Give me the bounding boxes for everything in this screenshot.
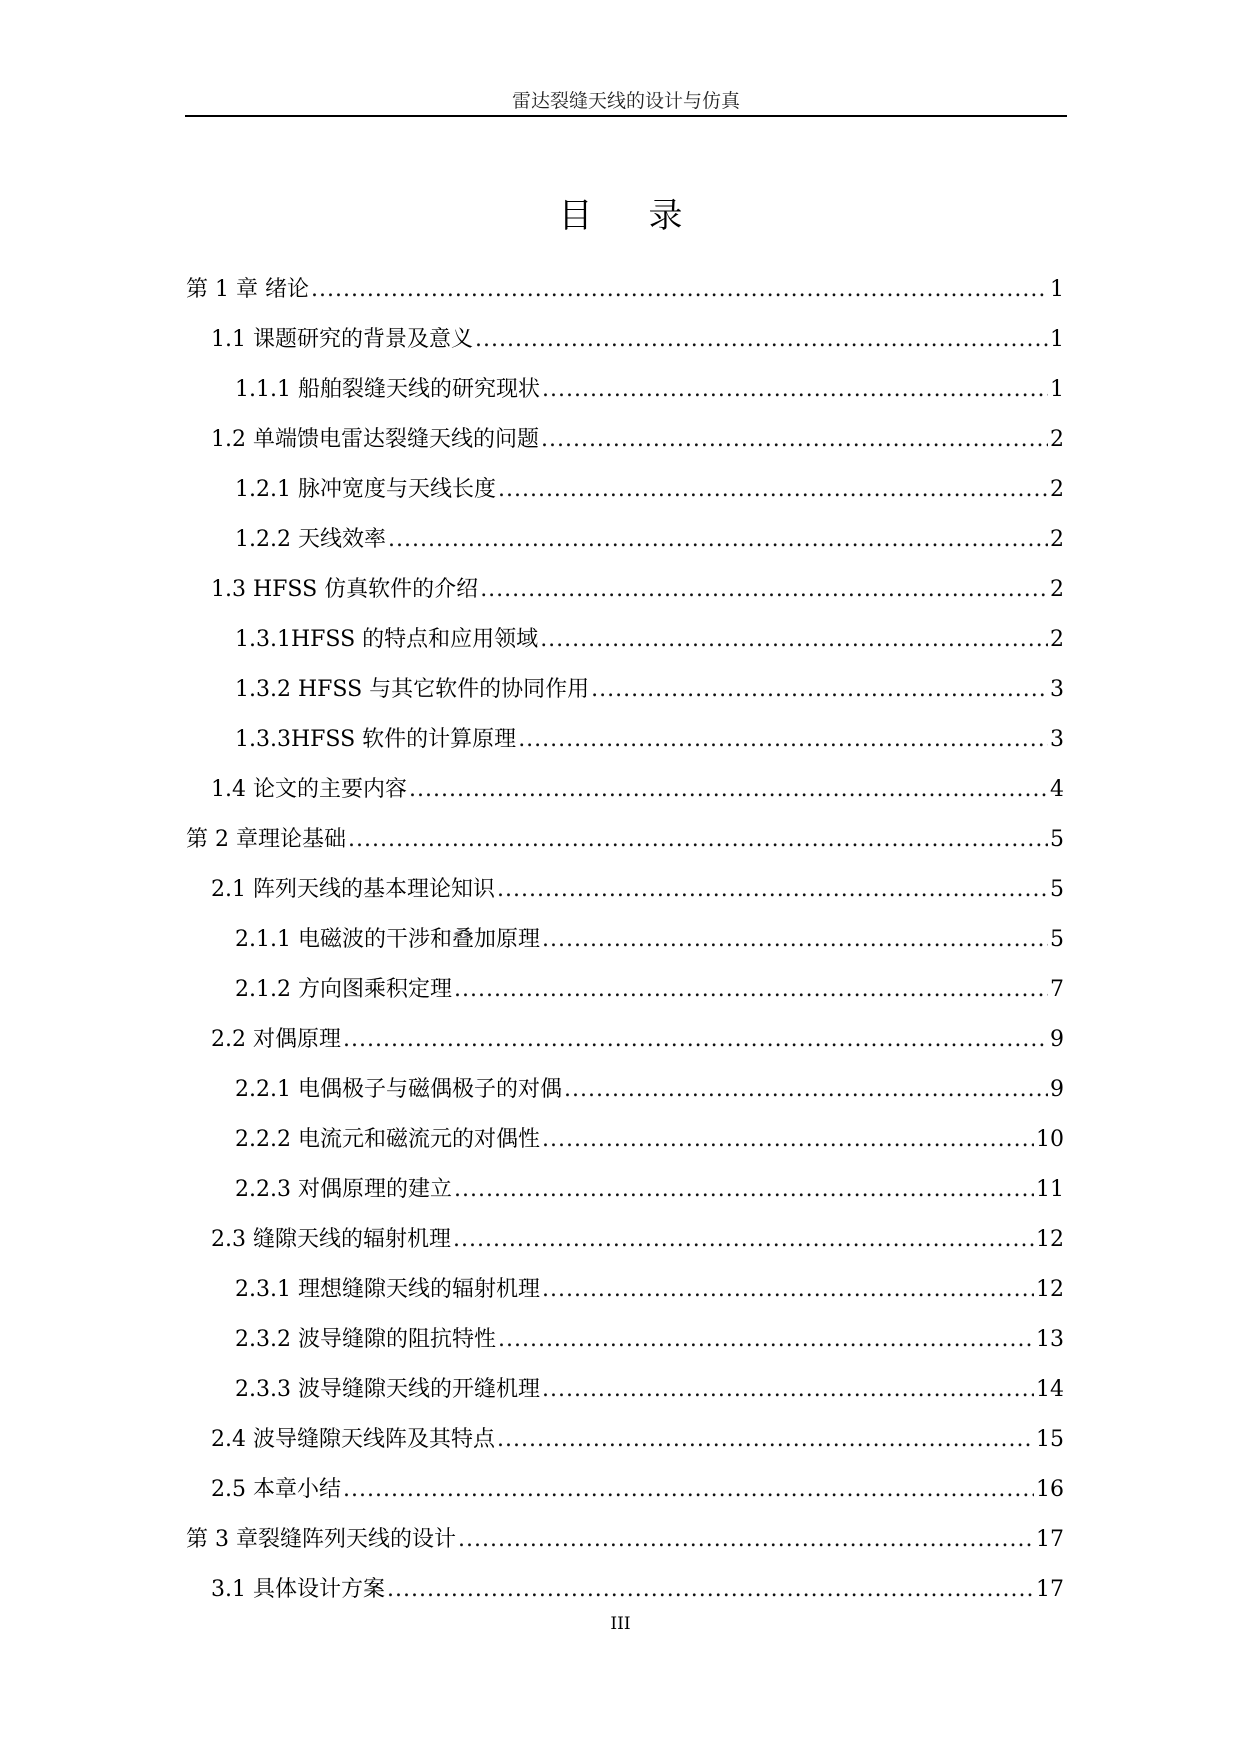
dot-leader	[311, 265, 1048, 315]
toc-entry-page: 1	[1050, 327, 1064, 352]
toc-entry-label: 2.2 对偶原理	[211, 1027, 341, 1052]
dot-leader	[498, 465, 1048, 515]
toc-entry[interactable]	[186, 1315, 1064, 1365]
toc-entry-label: 2.2.2 电流元和磁流元的对偶性	[235, 1127, 540, 1152]
toc-entry[interactable]	[186, 1515, 1064, 1565]
toc-entry-label: 1.3 HFSS 仿真软件的介绍	[211, 577, 479, 602]
toc-entry-page: 12	[1036, 1277, 1064, 1302]
toc-entry-page: 14	[1036, 1377, 1064, 1402]
toc-entry-page: 13	[1036, 1327, 1064, 1352]
table-of-contents	[186, 265, 1064, 1615]
toc-entry-page: 5	[1050, 877, 1064, 902]
toc-entry-label: 第 3 章裂缝阵列天线的设计	[186, 1527, 456, 1552]
dot-leader	[348, 815, 1048, 865]
toc-entry[interactable]	[186, 665, 1064, 715]
toc-entry-label: 2.4 波导缝隙天线阵及其特点	[211, 1427, 495, 1452]
toc-entry-page: 15	[1036, 1427, 1064, 1452]
dot-leader	[497, 865, 1048, 915]
toc-entry-label: 1.2.2 天线效率	[235, 527, 386, 552]
toc-entry[interactable]	[186, 1265, 1064, 1315]
dot-leader	[542, 365, 1048, 415]
toc-title: 目录	[558, 196, 739, 236]
toc-entry-label: 1.1.1 船舶裂缝天线的研究现状	[235, 377, 540, 402]
toc-entry-page: 5	[1050, 927, 1064, 952]
toc-entry-label: 2.5 本章小结	[211, 1477, 341, 1502]
dot-leader	[409, 765, 1048, 815]
toc-entry-label: 1.1 课题研究的背景及意义	[211, 327, 473, 352]
running-header: 雷达裂缝天线的设计与仿真	[511, 90, 740, 112]
toc-entry-page: 2	[1050, 577, 1064, 602]
toc-entry-label: 2.1.2 方向图乘积定理	[235, 977, 452, 1002]
toc-entry[interactable]	[186, 1565, 1064, 1615]
toc-entry[interactable]	[186, 565, 1064, 615]
dot-leader	[542, 915, 1048, 965]
toc-entry[interactable]	[186, 365, 1064, 415]
toc-entry[interactable]	[186, 1465, 1064, 1515]
dot-leader	[454, 965, 1048, 1015]
dot-leader	[540, 615, 1048, 665]
toc-entry-label: 1.3.1HFSS 的特点和应用领域	[235, 627, 539, 652]
toc-entry[interactable]	[186, 615, 1064, 665]
toc-entry-label: 2.3.3 波导缝隙天线的开缝机理	[235, 1377, 540, 1402]
toc-entry[interactable]	[186, 715, 1064, 765]
dot-leader	[591, 665, 1048, 715]
toc-entry[interactable]	[186, 1415, 1064, 1465]
toc-entry[interactable]	[186, 765, 1064, 815]
dot-leader	[343, 1465, 1034, 1515]
dot-leader	[454, 1165, 1034, 1215]
toc-entry-page: 7	[1050, 977, 1064, 1002]
toc-entry-page: 2	[1050, 627, 1064, 652]
dot-leader	[343, 1015, 1048, 1065]
toc-entry[interactable]	[186, 1165, 1064, 1215]
toc-entry[interactable]	[186, 865, 1064, 915]
toc-entry-page: 10	[1036, 1127, 1064, 1152]
toc-entry-label: 2.2.1 电偶极子与磁偶极子的对偶	[235, 1077, 562, 1102]
toc-entry-label: 3.1 具体设计方案	[211, 1577, 385, 1602]
toc-entry-label: 2.3 缝隙天线的辐射机理	[211, 1227, 451, 1252]
toc-entry-page: 1	[1050, 277, 1064, 302]
dot-leader	[458, 1515, 1034, 1565]
dot-leader	[564, 1065, 1048, 1115]
toc-entry-label: 2.3.2 波导缝隙的阻抗特性	[235, 1327, 496, 1352]
toc-entry-page: 17	[1036, 1527, 1064, 1552]
toc-entry[interactable]	[186, 1065, 1064, 1115]
toc-entry-label: 2.3.1 理想缝隙天线的辐射机理	[235, 1277, 540, 1302]
dot-leader	[498, 1315, 1034, 1365]
page-number: III	[610, 1614, 631, 1634]
dot-leader	[542, 1115, 1034, 1165]
toc-entry-page: 2	[1050, 477, 1064, 502]
toc-entry-page: 2	[1050, 427, 1064, 452]
toc-entry[interactable]	[186, 315, 1064, 365]
toc-entry[interactable]	[186, 1115, 1064, 1165]
toc-entry-page: 3	[1050, 677, 1064, 702]
toc-entry-page: 9	[1050, 1027, 1064, 1052]
toc-entry[interactable]	[186, 1015, 1064, 1065]
dot-leader	[388, 515, 1048, 565]
toc-entry-label: 2.1 阵列天线的基本理论知识	[211, 877, 495, 902]
dot-leader	[387, 1565, 1034, 1615]
toc-entry-label: 1.2.1 脉冲宽度与天线长度	[235, 477, 496, 502]
toc-entry-label: 1.3.3HFSS 软件的计算原理	[235, 727, 517, 752]
toc-entry-label: 1.2 单端馈电雷达裂缝天线的问题	[211, 427, 539, 452]
toc-entry-label: 第 1 章 绪论	[186, 277, 309, 302]
toc-entry[interactable]	[186, 265, 1064, 315]
toc-entry[interactable]	[186, 1215, 1064, 1265]
toc-entry[interactable]	[186, 915, 1064, 965]
toc-entry-label: 1.3.2 HFSS 与其它软件的协同作用	[235, 677, 590, 702]
dot-leader	[453, 1215, 1034, 1265]
toc-entry-label: 1.4 论文的主要内容	[211, 777, 407, 802]
toc-entry-page: 2	[1050, 527, 1064, 552]
toc-entry-label: 第 2 章理论基础	[186, 827, 346, 852]
toc-entry-page: 16	[1036, 1477, 1064, 1502]
toc-entry[interactable]	[186, 965, 1064, 1015]
toc-entry-label: 2.2.3 对偶原理的建立	[235, 1177, 452, 1202]
toc-entry[interactable]	[186, 1365, 1064, 1415]
dot-leader	[480, 565, 1048, 615]
toc-entry-page: 1	[1050, 377, 1064, 402]
toc-entry[interactable]	[186, 515, 1064, 565]
toc-entry-label: 2.1.1 电磁波的干涉和叠加原理	[235, 927, 540, 952]
header-rule	[185, 115, 1067, 117]
toc-entry-page: 12	[1036, 1227, 1064, 1252]
toc-entry-page: 17	[1036, 1577, 1064, 1602]
dot-leader	[497, 1415, 1034, 1465]
toc-entry[interactable]	[186, 465, 1064, 515]
toc-entry-page: 5	[1050, 827, 1064, 852]
dot-leader	[541, 415, 1048, 465]
toc-entry-page: 3	[1050, 727, 1064, 752]
dot-leader	[542, 1365, 1034, 1415]
dot-leader	[475, 315, 1048, 365]
toc-entry-page: 9	[1050, 1077, 1064, 1102]
dot-leader	[542, 1265, 1034, 1315]
toc-entry[interactable]	[186, 415, 1064, 465]
toc-entry[interactable]	[186, 815, 1064, 865]
toc-entry-page: 11	[1036, 1177, 1064, 1202]
dot-leader	[518, 715, 1048, 765]
toc-entry-page: 4	[1050, 777, 1064, 802]
